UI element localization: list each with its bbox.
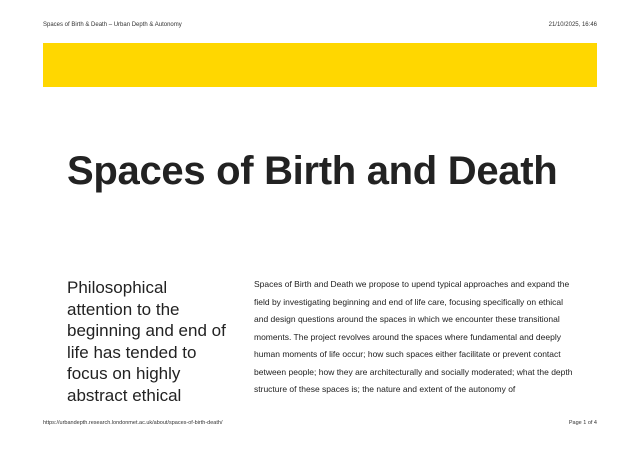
print-header-datetime: 21/10/2025, 16:46	[548, 22, 597, 28]
print-header-title: Spaces of Birth & Death – Urban Depth & Autonomy	[43, 22, 182, 28]
body-paragraph: Spaces of Birth and Death we propose to upend typical approaches and expand the field by investigating beginning and end of life care, focusing specifically on ethical and design questions around the spaces in which we encounter these transitional moments. The project revolves around the spaces where fundamental and deeply human moments of life occur; how such spaces either facilitate or prevent contact between people; how they are architecturally and socially moderated; what the depth structure of these spaces is; the nature and extent of the autonomy of	[254, 279, 573, 394]
print-footer	[43, 420, 597, 430]
print-header	[43, 22, 597, 32]
print-footer-url: https://urbandepth.research.londonmet.ac.uk/about/spaces-of-birth-death/	[43, 420, 223, 426]
page-title: Spaces of Birth and Death	[67, 149, 558, 193]
print-footer-page-indicator: Page 1 of 4	[568, 420, 597, 426]
intro-lead-paragraph: Philosophical attention to the beginning and end of life has tended to focus on highly abstract ethical	[67, 278, 226, 405]
yellow-banner	[43, 43, 597, 87]
